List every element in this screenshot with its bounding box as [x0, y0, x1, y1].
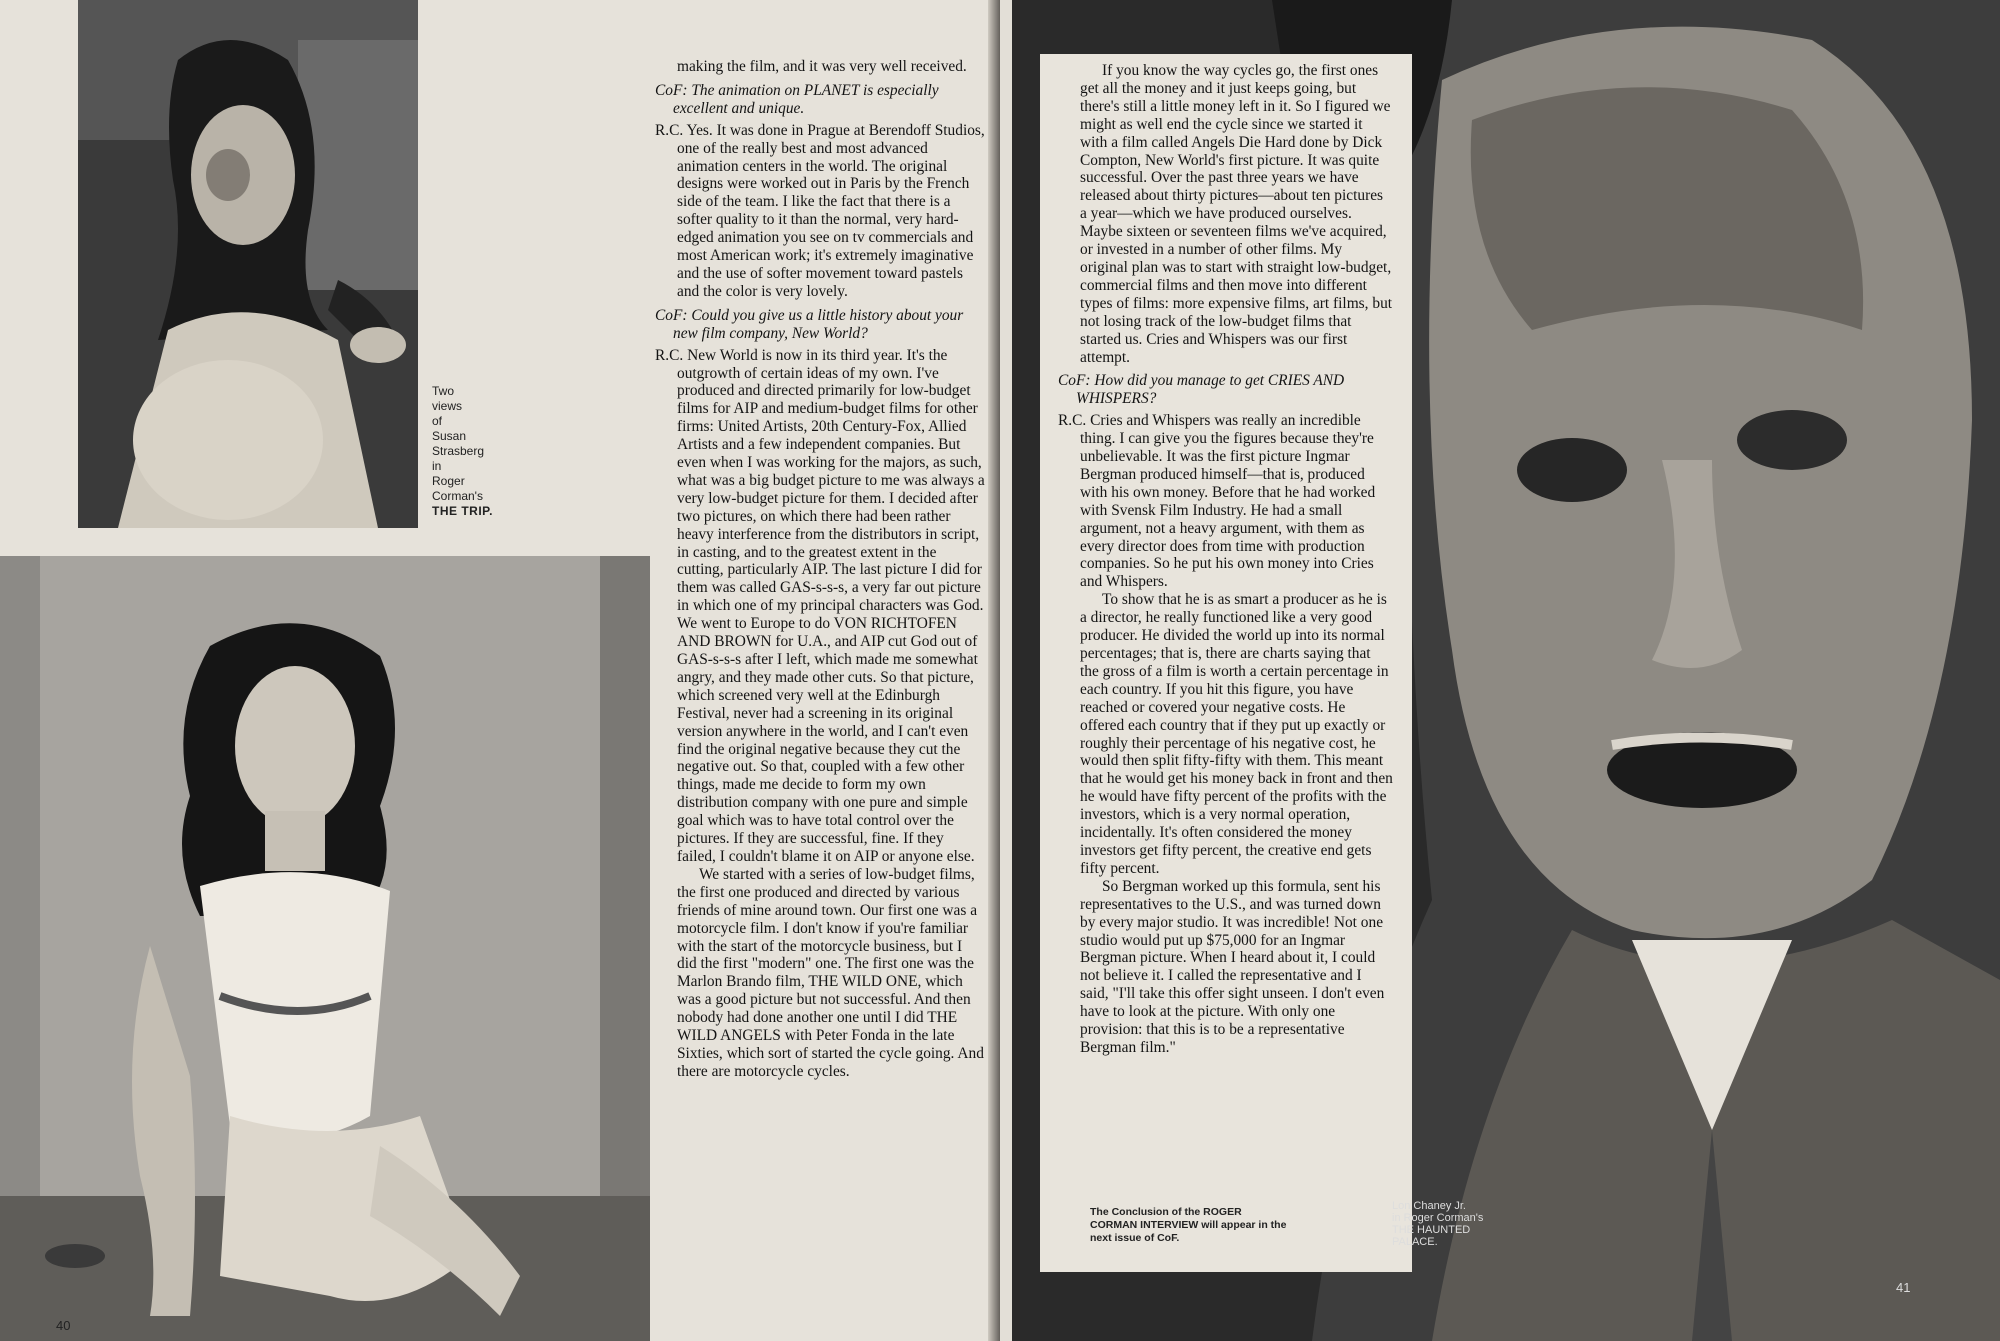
- conclusion-note: The Conclusion of the ROGER CORMAN INTERVIEW will appear in the next issue of CoF.: [1090, 1206, 1287, 1244]
- caption-line: Strasberg: [432, 444, 485, 458]
- caption-line: of: [432, 414, 443, 428]
- caption-line: in: [432, 459, 442, 473]
- page-number: 40: [56, 1318, 71, 1333]
- answer-text: New World is now in its third year. It's the outgrowth of certain ideas of my own. I've produced and directed primarily for low-budget films for AIP and medium-budget films for other firms: United Artists, 20th Century-Fox, Allied Artists and a few independent companies. But even when I was working for the majors, as such, what was a big budget picture to me was always a very low-budget picture for them. I decided after two pictures, on which there had been rather heavy interference from the distributors in script, in casting, and to the greatest extent in the cutting, particularly AIP. The last picture I did for them was called GAS-s-s-s, a very far out picture in which one of my principal characters was God. We went to Europe to do VON RICHTOFEN AND BROWN for U.A., and AIP cut God out of GAS-s-s-s after I left, which made me somewhat angry, and they made other cuts. So that picture, which screened very well at the Edinburgh Festival, never had a screening in its original version anywhere in the world, and I can't even find the original negative because they cut the negative out. So that, coupled with a few other things, made me decide to form my own distribution company with one pure and simple goal which was to have total control over the pictures. If they are successful, fine. If they failed, I couldn't blame it on AIP or anyone else.: [677, 346, 985, 865]
- paragraph-cycles: If you know the way cycles go, the first ones get all the money and it just keeps going, but there's still a little money left in it. So I figured we might as well end the cycle since we started it with a film called Angels Die Hard done by Dick Compton, New World's first picture. It was quite successful. Over the past three years we have released about thirty pictures—about ten pictures a year—which we have produced ourselves. Maybe sixteen or seventeen films we've acquired, or invested in a number of other films. My original plan was to start with straight low-budget, commercial films and then move into different types of films: more expensive films, art films, but not losing track of the low-budget films that started us. Cries and Whispers was our first attempt.: [1080, 62, 1393, 366]
- strasberg-top-image: [78, 0, 418, 528]
- strasberg-bottom-image: [0, 556, 650, 1341]
- interview-column-right: [1058, 62, 1393, 1057]
- speaker-rc: R.C.: [655, 121, 684, 139]
- question-text: The animation on PLANET is especially excellent and unique.: [673, 81, 939, 117]
- caption-line: Roger: [432, 474, 465, 488]
- photo-strasberg-top: [78, 0, 418, 528]
- caption-line: Two: [432, 384, 455, 398]
- right-page: [1000, 0, 2000, 1341]
- question-text: How did you manage to get CRIES AND WHISPERS?: [1076, 372, 1345, 408]
- question-animation: [655, 82, 985, 118]
- caption-line: Susan: [432, 429, 467, 443]
- speaker-cof: CoF:: [655, 81, 688, 99]
- caption-line: views: [432, 399, 463, 413]
- page-number: 41: [1896, 1280, 1911, 1295]
- answer-cries-whispers: [1058, 412, 1393, 591]
- answer-text: Yes. It was done in Prague at Berendoff Studios, one of the really best and most advanced animation centers in the world. The original designs were worked out in Paris by the French side of the team. I like the fact that there is a softer quality to it than the normal, very hard-edged animation you see on tv commercials and most American work; it's extremely imaginative and the use of softer movement toward pastels and the color is very lovely.: [677, 121, 985, 300]
- paragraph-continued: making the film, and it was very well received.: [677, 58, 967, 75]
- caption-line: PALACE.: [1392, 1236, 1438, 1248]
- speaker-rc: R.C.: [655, 346, 684, 364]
- caption-line: Corman's: [432, 489, 483, 503]
- interview-column-left: [655, 58, 985, 1081]
- caption-the-trip: [432, 384, 532, 519]
- photo-strasberg-bottom: [0, 556, 650, 1341]
- caption-line: in Roger Corman's: [1392, 1212, 1484, 1224]
- paragraph-motorcycle: We started with a series of low-budget films, the first one produced and directed by various friends of mine around town. Our first one was a motorcycle film. I don't know if you're familiar with the start of the motorcycle business, but I did the first "modern" one. The first one was the Marlon Brando film, THE WILD ONE, which was a good picture but not successful. And then nobody had done another one until I did THE WILD ANGELS with Peter Fonda in the late Sixties, which sort of started the cycle going. And there are motorcycle cycles.: [677, 865, 984, 1080]
- caption-line: Lon Chaney Jr.: [1392, 1200, 1466, 1212]
- speaker-cof: CoF:: [655, 306, 688, 324]
- caption-haunted-palace: [1392, 1200, 1522, 1248]
- question-new-world: [655, 307, 985, 343]
- answer-new-world: [655, 347, 985, 866]
- speaker-rc: R.C.: [1058, 412, 1087, 430]
- answer-animation: [655, 122, 985, 301]
- paragraph-producer: To show that he is as smart a producer as he is a director, he really functioned like a very good producer. He divided the world up into its normal percentages; that is, there are charts saying that the gross of a film is worth a certain percentage in each country. If you hit this figure, you have reached or covered your negative costs. He offered each country that if they put up exactly or roughly their percentage of his negative cost, he would then split fifty-fifty with them. This meant that he would get his money back in front and then he would have fifty percent of the profits with the investors, which is a very normal operation, incidentally. It's often considered the money investors get fifty percent, the creative end gets fifty percent.: [1080, 591, 1393, 877]
- answer-text: Cries and Whispers was really an incredible thing. I can give you the figures because they're unbelievable. It was the first picture Ingmar Bergman produced himself—that is, produced with his own money. Before that he had worked with Svensk Film Industry. He had a small argument, not a heavy argument, with them as every director does from time with production companies. So he put his own money into Cries and Whispers.: [1080, 412, 1376, 591]
- paragraph-bergman-formula: So Bergman worked up this formula, sent his representatives to the U.S., and was turned down by every major studio. It was incredible! Not one studio would put up $75,000 for an Ingmar Bergman picture. When I heard about it, I could not believe it. I called the representative and I said, "I'll take this offer sight unseen. I don't even have to look at the picture. With only one provision: that this is to be a representative Bergman film.": [1080, 877, 1385, 1056]
- caption-line: THE HAUNTED: [1392, 1224, 1471, 1236]
- question-cries-whispers: [1058, 372, 1393, 408]
- question-text: Could you give us a little history about your new film company, New World?: [673, 306, 964, 342]
- caption-film-title: THE TRIP.: [432, 504, 493, 518]
- speaker-cof: CoF:: [1058, 372, 1091, 390]
